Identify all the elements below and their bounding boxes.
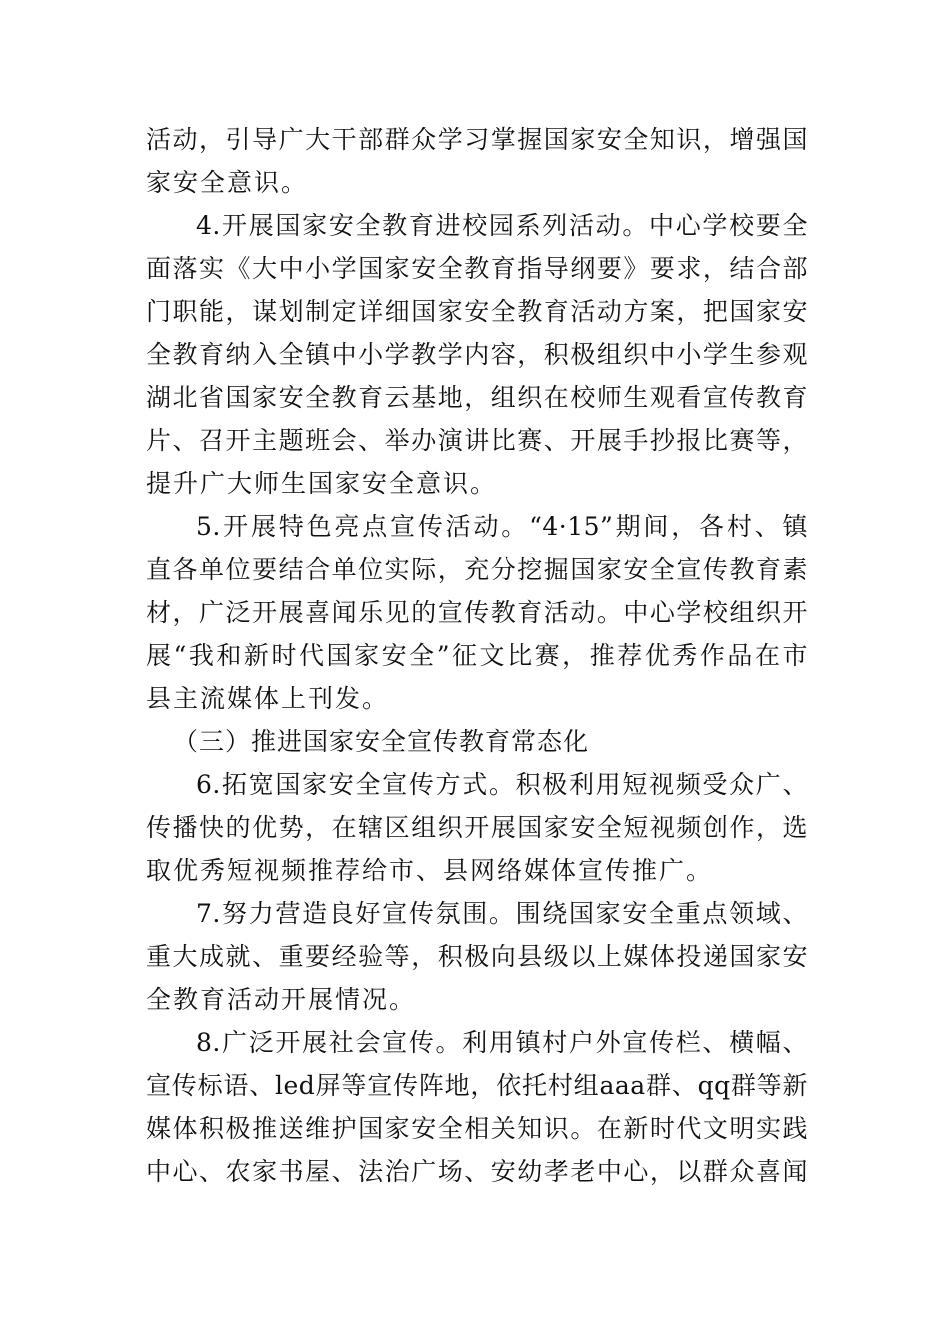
paragraph-line: 4.开展国家安全教育进校园系列活动。中心学校要全 [196,211,808,240]
paragraph-line: 门职能，谋划制定详细国家安全教育活动方案，把国家安 [146,297,808,326]
paragraph-line: 提升广大师生国家安全意识。 [146,469,498,498]
paragraph-line: 取优秀短视频推荐给市、县网络媒体宣传推广。 [146,856,714,885]
paragraph-line: 传播快的优势，在辖区组织开展国家安全短视频创作，选 [146,813,808,842]
paragraph-line: 6.拓宽国家安全宣传方式。积极利用短视频受众广、 [196,770,808,799]
paragraph-line: 湖北省国家安全教育云基地，组织在校师生观看宣传教育 [146,383,808,412]
paragraph-line: 中心、农家书屋、法治广场、安幼孝老中心，以群众喜闻 [146,1157,808,1186]
paragraph-line: 7.努力营造良好宣传氛围。围绕国家安全重点领域、 [196,899,808,928]
paragraph-line: 展“我和新时代国家安全”征文比赛，推荐优秀作品在市 [146,641,808,670]
paragraph-line: 全教育纳入全镇中小学教学内容，积极组织中小学生参观 [146,340,808,369]
paragraph-line: 直各单位要结合单位实际，充分挖掘国家安全宣传教育素 [146,555,808,584]
paragraph-line: 重大成就、重要经验等，积极向县级以上媒体投递国家安 [146,942,808,971]
paragraph-line: 家安全意识。 [146,168,309,197]
paragraph-line: 媒体积极推送维护国家安全相关知识。在新时代文明实践 [146,1114,808,1143]
paragraph-line: 5.开展特色亮点宣传活动。“4·15”期间，各村、镇 [196,512,808,541]
paragraph-line: 材，广泛开展喜闻乐见的宣传教育活动。中心学校组织开 [146,598,808,627]
paragraph-line: 8.广泛开展社会宣传。利用镇村户外宣传栏、横幅、 [196,1028,808,1057]
paragraph-line: 面落实《大中小学国家安全教育指导纲要》要求，结合部 [146,254,808,283]
section-heading: （三）推进国家安全宣传教育常态化 [173,727,590,756]
paragraph-line: 宣传标语、led屏等宣传阵地，依托村组aaa群、qq群等新 [146,1071,808,1100]
paragraph-line: 全教育活动开展情况。 [146,985,417,1014]
paragraph-line: 片、召开主题班会、举办演讲比赛、开展手抄报比赛等， [146,426,808,455]
paragraph-line: 活动，引导广大干部群众学习掌握国家安全知识，增强国 [146,125,808,154]
paragraph-line: 县主流媒体上刊发。 [146,684,390,713]
